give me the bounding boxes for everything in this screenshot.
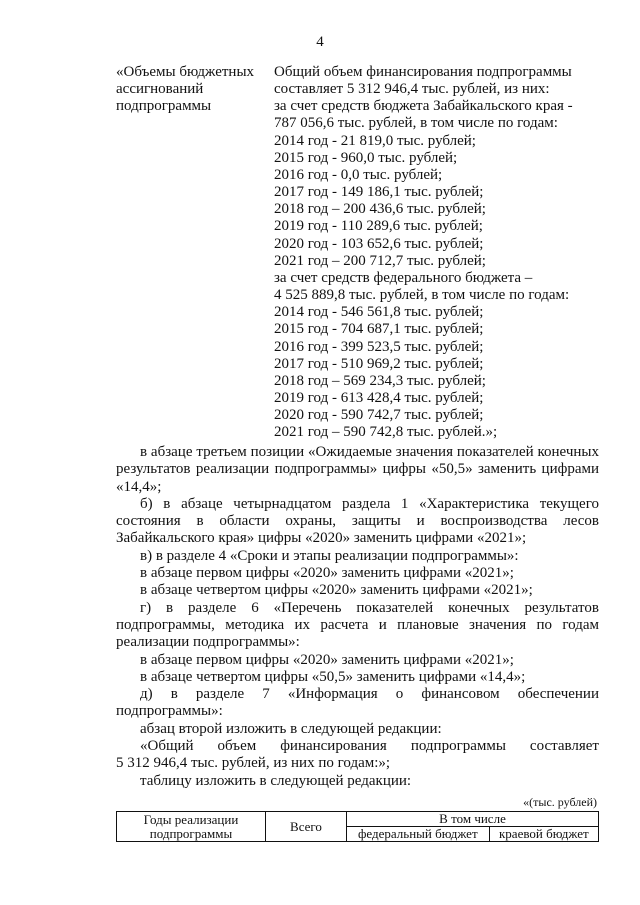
paragraph: в абзаце первом цифры «2020» заменить цифрами «2021»; — [140, 651, 514, 668]
budget-line: 2017 год - 510 969,2 тыс. рублей; — [274, 355, 484, 372]
budget-line: за счет средств федерального бюджета – — [274, 269, 533, 286]
budget-line: 2020 год - 590 742,7 тыс. рублей; — [274, 407, 484, 424]
budget-line: 2021 год – 590 742,8 тыс. рублей.»; — [274, 424, 498, 441]
header-including: В том числе — [347, 812, 599, 827]
budget-line: за счет средств бюджета Забайкальского края - — [274, 98, 573, 115]
paragraph: д) в разделе 7 «Информация о финансовом обеспечении подпрограммы»: — [116, 686, 599, 720]
header-total: Всего — [266, 812, 347, 842]
budget-label-line: подпрограммы — [116, 98, 212, 114]
table-unit-label: «(тыс. рублей) — [523, 795, 597, 809]
paragraph: таблицу изложить в следующей редакции: — [140, 772, 412, 789]
page-number: 4 — [316, 34, 324, 50]
paragraph: в абзаце четвертом цифры «50,5» заменить цифрами «14,4»; — [140, 668, 526, 685]
paragraph: в) в разделе 4 «Сроки и этапы реализации подпрограммы»: — [140, 547, 519, 564]
paragraph: г) в разделе 6 «Перечень показателей конечных результатов подпрограммы, методика их расчета и плановые значения по годам реализации подпрограммы»: — [116, 599, 599, 651]
header-federal: федеральный бюджет — [347, 827, 490, 842]
budget-line: 2014 год - 546 561,8 тыс. рублей; — [274, 304, 484, 321]
budget-line: 2019 год - 110 289,6 тыс. рублей; — [274, 218, 483, 235]
financing-table — [116, 811, 599, 842]
header-years: Годы реализации подпрограммы — [117, 812, 266, 842]
budget-label-line: ассигнований — [116, 81, 204, 97]
budget-line: 2016 год - 399 523,5 тыс. рублей; — [274, 338, 484, 355]
budget-line: 2016 год - 0,0 тыс. рублей; — [274, 166, 443, 183]
budget-details — [274, 64, 604, 441]
budget-line: 2019 год - 613 428,4 тыс. рублей; — [274, 389, 484, 406]
amendments-text — [116, 444, 599, 790]
paragraph: в абзаце первом цифры «2020» заменить цифрами «2021»; — [140, 565, 514, 582]
budget-line: Общий объем финансирования подпрограммы — [274, 64, 572, 80]
paragraph: абзац второй изложить в следующей редакции: — [140, 720, 442, 737]
budget-label — [116, 64, 266, 115]
budget-line: 2018 год – 569 234,3 тыс. рублей; — [274, 372, 486, 389]
paragraph: 5 312 946,4 тыс. рублей, из них по годам:»; — [116, 755, 391, 772]
paragraph: б) в абзаце четырнадцатом раздела 1 «Характеристика текущего состояния в области охраны, защиты и воспроизводства лесов Забайкальского края» цифры «2020» заменить цифрами «2021»; — [116, 495, 599, 547]
paragraph: «Общий объем финансирования подпрограммы составляет — [140, 738, 599, 755]
budget-line: составляет 5 312 946,4 тыс. рублей, из них: — [274, 81, 550, 98]
budget-line: 4 525 889,8 тыс. рублей, в том числе по годам: — [274, 287, 570, 304]
budget-line: 2021 год – 200 712,7 тыс. рублей; — [274, 252, 486, 269]
header-regional: краевой бюджет — [489, 827, 598, 842]
budget-line: 2015 год - 704 687,1 тыс. рублей; — [274, 321, 484, 338]
budget-line: 2020 год - 103 652,6 тыс. рублей; — [274, 235, 484, 252]
budget-line: 2015 год - 960,0 тыс. рублей; — [274, 149, 458, 166]
budget-label-line: «Объемы бюджетных — [116, 64, 255, 80]
table-header-row — [117, 812, 599, 827]
budget-line: 2014 год - 21 819,0 тыс. рублей; — [274, 132, 476, 149]
paragraph: в абзаце четвертом цифры «2020» заменить цифрами «2021»; — [140, 582, 533, 599]
paragraph: в абзаце третьем позиции «Ожидаемые значения показателей конечных результатов реализации подпрограммы» цифры «50,5» заменить цифрами «14,4»; — [116, 444, 599, 495]
budget-line: 2018 год – 200 436,6 тыс. рублей; — [274, 201, 486, 218]
budget-line: 787 056,6 тыс. рублей, в том числе по годам: — [274, 115, 558, 132]
budget-line: 2017 год - 149 186,1 тыс. рублей; — [274, 184, 484, 201]
